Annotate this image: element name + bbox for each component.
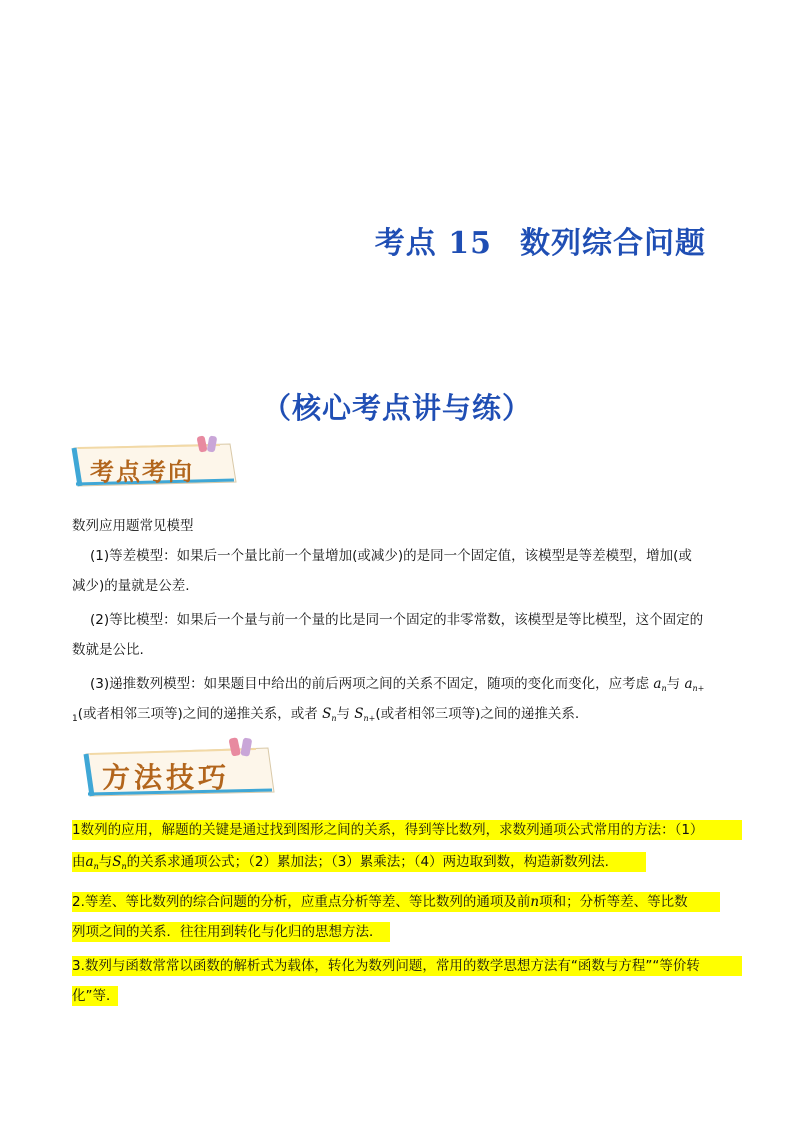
section-banner-kaodian [70, 434, 242, 490]
p1-line1: 1数列的应用，解题的关键是通过找到图形之间的关系，得到等比数列，求数列通项公式常用的方法：（1） [72, 822, 704, 838]
p3-line1: 3.数列与函数常常以函数的解析式为载体，转化为数列问题，常用的数学思想方法有“函数与方程”“等价转 [72, 958, 700, 974]
item3-line1-text: (3)递推数列模型：如果题目中给出的前后两项之间的关系不固定，随项的变化而变化，应考虑 [90, 676, 650, 692]
p3-line2: 化”等． [72, 988, 120, 1004]
math-a-n: $a_n$ [653, 676, 667, 693]
math-S-n1: $S_{n+}$ [354, 706, 376, 723]
p1-line2: 由$a_n$与$S_n$的关系求通项公式；（2）累加法；（3）累乘法；（4）两边取到数，构造新数列法. [72, 854, 609, 871]
section-banner-fangfa [80, 736, 280, 802]
p2-line1: 2.等差、等比数列的综合问题的分析，应重点分析等差、等比数列的通项及前n项和；分析等差、等比数 [72, 894, 688, 910]
item2-line2: 数就是公比. [72, 642, 144, 658]
item3-line2: $_1$(或者相邻三项等)之间的递推关系，或者 $S_n$与 $S_{n+}$(或者相邻三项等)之间的递推关系. [72, 706, 580, 724]
page-title [0, 218, 706, 262]
item3-line1: (3)递推数列模型：如果题目中给出的前后两项之间的关系不固定，随项的变化而变化，应考虑 $a_n$与 $a_{n+}$ [90, 676, 705, 693]
title-number: 15 [448, 226, 492, 261]
math-S-n: $S_n$ [322, 706, 337, 723]
p2-line2: 列项之间的关系．往往用到转化与化归的思想方法． [72, 924, 383, 940]
math-a-n: $a_n$ [85, 854, 99, 871]
item1-line2: 减少)的量就是公差. [72, 578, 190, 594]
banner-title: 方法技巧 [102, 761, 231, 794]
item2-line1-text: (2)等比模型：如果后一个量与前一个量的比是同一个固定的非零常数，该模型是等比模型，这个固定的 [90, 612, 704, 628]
title-name: 数列综合问题 [520, 226, 706, 261]
math-S-n: $S_n$ [112, 854, 127, 871]
section1-heading: 数列应用题常见模型 [72, 518, 194, 534]
math-a-n1: $a_{n+}$ [684, 676, 705, 693]
title-label: 考点 [374, 226, 437, 261]
banner-title: 考点考向 [90, 458, 194, 486]
page-subtitle: （核心考点讲与练） [261, 391, 532, 425]
item1-line1: (1)等差模型：如果后一个量比前一个量增加(或减少)的是同一个固定值，该模型是等差模型，增加(或 [90, 548, 692, 564]
